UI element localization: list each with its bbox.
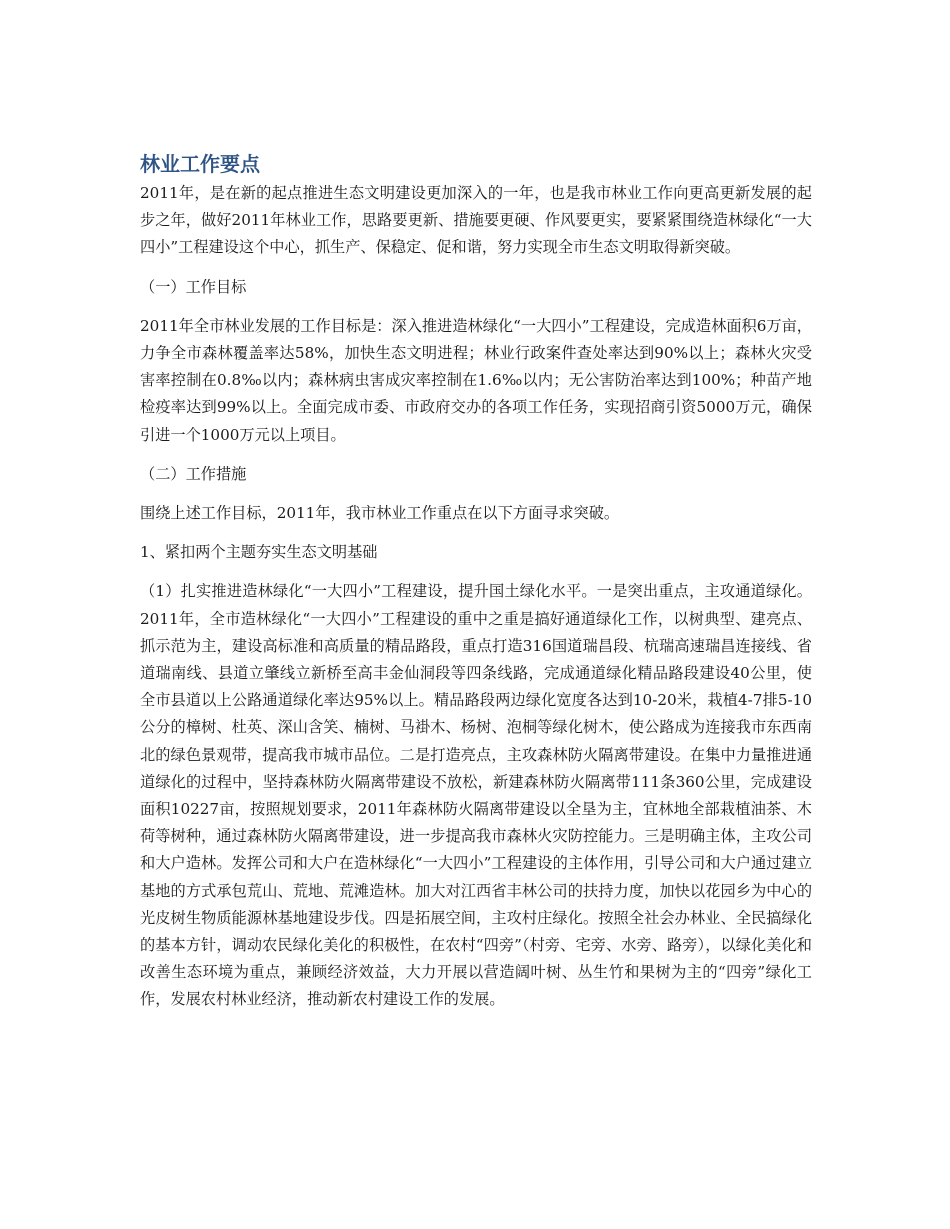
section-heading-measures: （二）工作措施 — [140, 464, 247, 483]
goals-paragraph: 2011年全市林业发展的工作目标是：深入推进造林绿化“一大四小”工程建设，完成造林面积6万亩，力争全市森林覆盖率达58%，加快生态文明进程；林业行政案件查处率达到90%以上；森林火灾受害率控制在0.8‰以内；森林病虫害成灾率控制在1.6‰以内；无公害防治率达到100%；种苗产地检疫率达到99%以上。全面完成市委、市政府交办的各项工作任务，实现招商引资5000万元，确保引进一个1000万元以上项目。 — [140, 316, 812, 444]
intro-paragraph: 2011年，是在新的起点推进生态文明建设更加深入的一年，也是我市林业工作向更高更新发展的起步之年，做好2011年林业工作，思路要更新、措施要更硬、作风要更实，要紧紧围绕造林绿化“一大四小”工程建设这个中心，抓生产、保稳定、促和谐，努力实现全市生态文明取得新突破。 — [140, 184, 812, 257]
section-heading-goals: （一）工作目标 — [140, 277, 247, 296]
document-page — [140, 150, 812, 1026]
measures-intro: 围绕上述工作目标，2011年，我市林业工作重点在以下方面寻求突破。 — [140, 504, 620, 523]
subsection-heading-1: 1、紧扣两个主题夯实生态文明基础 — [140, 543, 378, 562]
document-title: 林业工作要点 — [140, 152, 260, 176]
subsection-1-paragraph: （1）扎实推进造林绿化“一大四小”工程建设，提升国土绿化水平。一是突出重点，主攻通道绿化。2011年，全市造林绿化“一大四小”工程建设的重中之重是搞好通道绿化工作，以树典型、建亮点、抓示范为主，建设高标准和高质量的精品路段，重点打造316国道瑞昌段、杭瑞高速瑞昌连接线、省道瑞南线、县道立肇线立新桥至高丰金仙洞段等四条线路，完成通道绿化精品路段建设40公里，使全市县道以上公路通道绿化率达95%以上。精品路段两边绿化宽度各达到10-20米，栽植4-7排5-10公分的樟树、杜英、深山含笑、楠树、马褂木、杨树、泡桐等绿化树木，使公路成为连接我市东西南北的绿色景观带，提高我市城市品位。二是打造亮点，主攻森林防火隔离带建设。在集中力量推进通道绿化的过程中，坚持森林防火隔离带建设不放松，新建森林防火隔离带111条360公里，完成建设面积10227亩，按照规划要求，2011年森林防火隔离带建设以全垦为主，宜林地全部栽植油茶、木荷等树种，通过森林防火隔离带建设，进一步提高我市森林火灾防控能力。三是明确主体，主攻公司和大户造林。发挥公司和大户在造林绿化“一大四小”工程建设的主体作用，引导公司和大户通过建立基地的方式承包荒山、荒地、荒滩造林。加大对江西省丰林公司的扶持力度，加快以花园乡为中心的光皮树生物质能源林基地建设步伐。四是拓展空间，主攻村庄绿化。按照全社会办林业、全民搞绿化的基本方针，调动农民绿化美化的积极性，在农村“四旁”（村旁、宅旁、水旁、路旁），以绿化美化和改善生态环境为重点，兼顾经济效益，大力开展以营造阔叶树、丛生竹和果树为主的“四旁”绿化工作，发展农村林业经济，推动新农村建设工作的发展。 — [140, 582, 812, 1009]
